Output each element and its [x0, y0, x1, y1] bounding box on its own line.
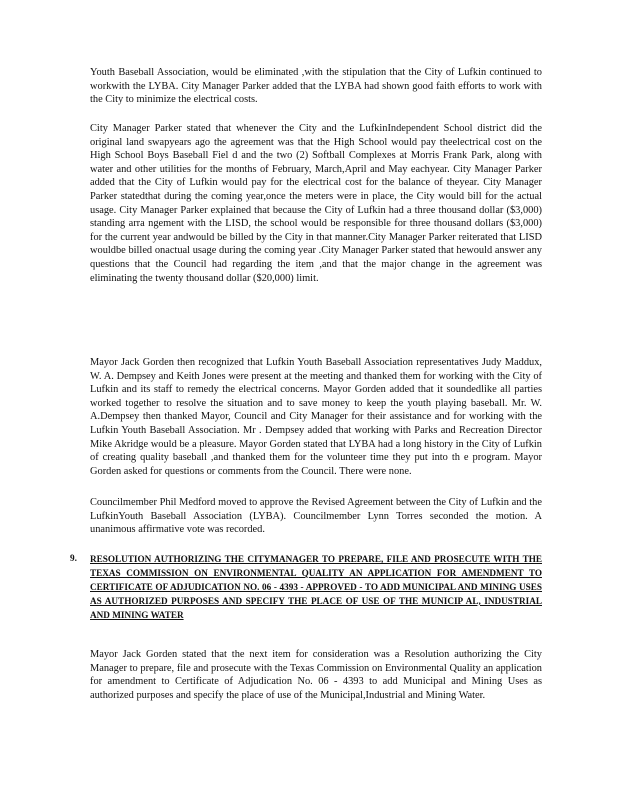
agenda-item-number: 9. [70, 553, 77, 563]
paragraph-mayor-recognition: Mayor Jack Gorden then recognized that Lufkin Youth Baseball Association representatives Judy Maddux, W. A. Dempsey and Keith Jones were present at the meeting and thanked them for working with the City of Lufkin and its staff to remedy the electrical concerns. Mayor Gorden added that it soundedlike all parties worked together to resolve the situation and to save money to keep the youth playing baseball. Mr. W. A.Dempsey then thanked Mayor, Council and City Manager for their assistance and for working with the Lufkin Youth Baseball Association. Mr . Dempsey added that working with Parks and Recreation Director Mike Akridge would be a pleasure. Mayor Gorden stated that LYBA had a long history in the City of Lufkin of creating quality baseball ,and thanked them for the volunteer time they put into th e program. Mayor Gorden asked for questions or comments from the Council. There were none. [90, 357, 542, 477]
paragraph-motion-approval: Councilmember Phil Medford moved to approve the Revised Agreement between the City of Lufkin and the LufkinYouth Baseball Association (LYBA). Councilmember Lynn Torres seconded the motion. A unanimous affirmative vote was recorded. [90, 497, 542, 536]
resolution-heading: RESOLUTION AUTHORIZING THE CITYMANAGER TO PREPARE, FILE AND PROSECUTE WITH THE TEXAS COMMISSION ON ENVIRONMENTAL QUALITY AN APPLICATION FOR AMENDMENT TO CERTIFICATE OF ADJUDICATION NO. 06 - 4393 - APPROVED - TO ADD MUNICIPAL AND MINING USES AS AUTHORIZED PURPOSES AND SPECIFY THE PLACE OF USE OF THE MUNICIP AL, INDUSTRIAL AND MINING WATER [90, 554, 542, 620]
paragraph-lyba-electrical-costs: Youth Baseball Association, would be eliminated ,with the stipulation that the City of Lufkin continued to workwith the LYBA. City Manager Parker added that the LYBA had shown good faith efforts to work with the City to minimize the electrical costs. [90, 67, 542, 106]
paragraph-resolution-consideration: Mayor Jack Gorden stated that the next item for consideration was a Resolution authorizing the City Manager to prepare, file and prosecute with the Texas Commission on Environmental Quality an application for amendment to Certificate of Adjudication No. 06 - 4393 to add Municipal and Mining Uses as authorized purposes and specify the place of use of the Municipal,Industrial and Mining Water. [90, 649, 542, 701]
paragraph-city-manager-statement: City Manager Parker stated that whenever the City and the LufkinIndependent School district did the original land swapyears ago the agreement was that the High School would pay theelectrical cost on the High School Boys Baseball Fiel d and the two (2) Softball Complexes at Morris Frank Park, along with water and other utilities for the months of February, March,April and May eachyear. City Manager Parker added that the City of Lufkin would pay for the electrical cost for the balance of theyear. City Manager Parker statedthat during the coming year,once the meters were in place, the City would bill for the actual usage. City Manager Parker explained that because the City of Lufkin had a three thousand dollar ($3,000) standing arra ngement with the LISD, the school would be responsible for three thousand dollars ($3,000) for the current year andwould be billed by the City in that manner.City Manager Parker reiterated that LISD wouldbe billed onactual usage during the coming year .City Manager Parker stated that hewould answer any questions that the Council had regarding the item ,and that the major change in the agreement was eliminating the twenty thousand dollar ($20,000) limit. [90, 123, 542, 284]
